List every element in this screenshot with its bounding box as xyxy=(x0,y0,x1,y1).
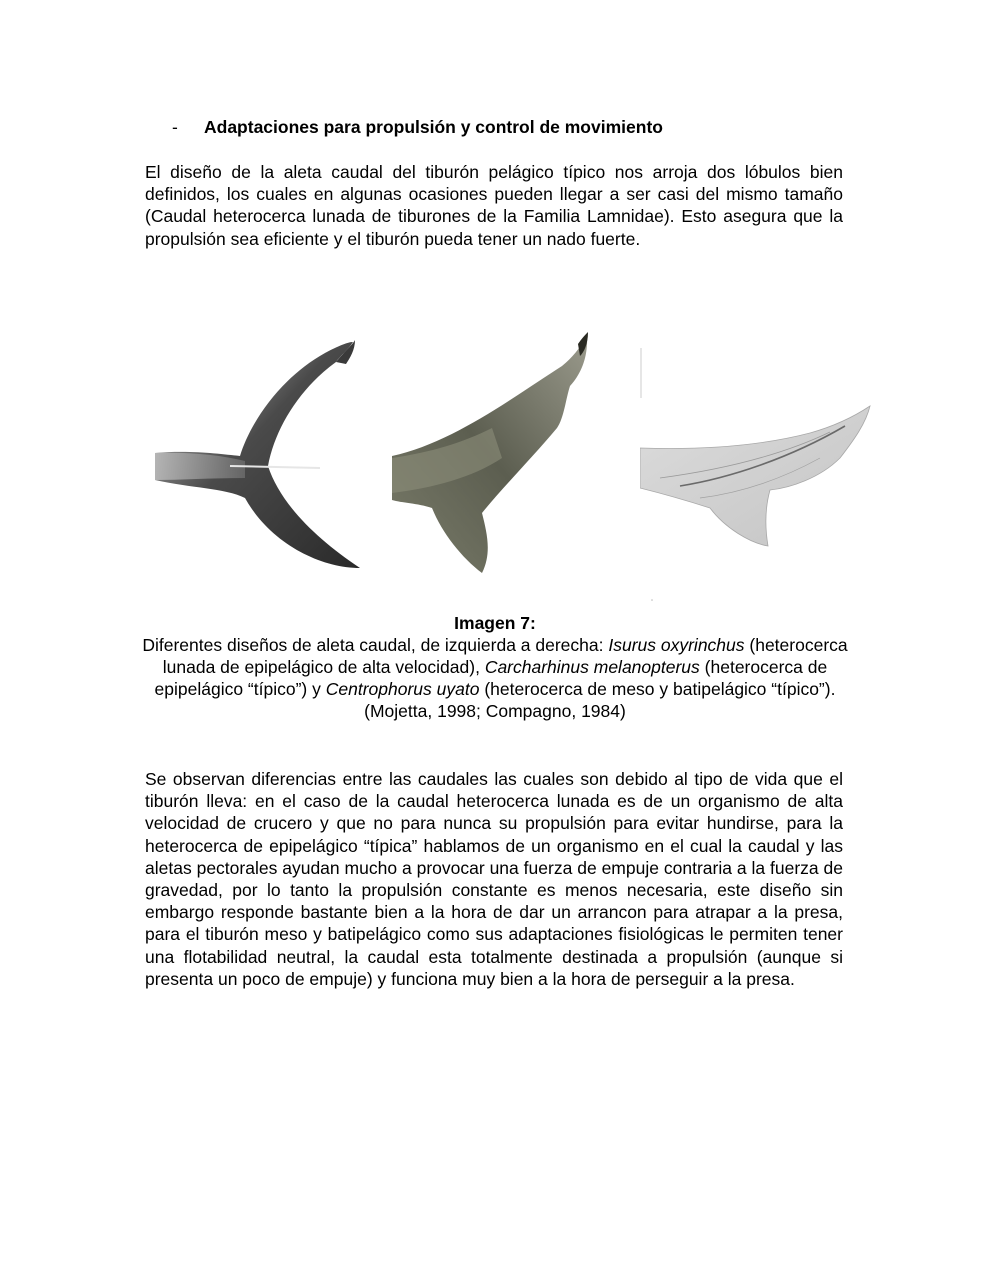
caption-title: Imagen 7: xyxy=(454,613,536,633)
heading-text: Adaptaciones para propulsión y control de movimiento xyxy=(204,117,663,137)
heterocercal-caudal-fin-photo xyxy=(392,328,632,578)
caption-text: (heterocerca lunada de epipelágico de alta velocidad), xyxy=(162,635,848,677)
species-name: Isurus oxyrinchus xyxy=(608,635,745,655)
species-name: Centrophorus uyato xyxy=(325,679,480,699)
caption-text: Diferentes diseños de aleta caudal, de izquierda a derecha: xyxy=(142,635,609,655)
intro-paragraph: El diseño de la aleta caudal del tiburón pelágico típico nos arroja dos lóbulos bien definidos, los cuales en algunas ocasiones pueden llegar a ser casi del mismo tamaño (Caudal heterocerca lunada de tiburones de la Familia Lamnidae). Esto asegura que la propulsión sea eficiente y el tiburón pueda tener un nado fuerte. xyxy=(145,162,843,249)
lunate-caudal-fin-photo xyxy=(150,328,365,573)
bullet-dash: - xyxy=(172,117,178,137)
figure-caption xyxy=(120,612,870,722)
species-name: Carcharhinus melanopterus xyxy=(484,657,700,677)
discussion-paragraph: Se observan diferencias entre las caudales las cuales son debido al tipo de vida que el tiburón lleva: en el caso de la caudal heterocerca lunada es de un organismo de alta velocidad de crucero y que no para nunca su propulsión para evitar hundirse, para la heterocerca de epipelágico “típica” hablamos de un organismo en el cual la caudal y las aletas pectorales ayudan mucho a provocar una fuerza de empuje contraria a la fuerza de gravedad, por lo tanto la propulsión constante es menos necesaria, este diseño sin embargo responde bastante bien a la hora de dar un arrancon para atrapar a la presa, para el tiburón meso y batipelágico como sus adaptaciones fisiológicas le permiten tener una flotabilidad neutral, la caudal esta totalmente destinada a propulsión (aunque si presenta un poco de empuje) y funciona muy bien a la hora de perseguir a la presa. xyxy=(145,769,843,989)
figure-images xyxy=(150,328,880,603)
caption-text: (heterocerca de epipelágico “típico”) y xyxy=(154,657,828,699)
caption-text: (heterocerca de meso y batipelágico “típico”). (Mojetta, 1998; Compagno, 1984) xyxy=(364,679,836,721)
deep-sea-caudal-fin-drawing xyxy=(640,328,880,603)
section-heading xyxy=(172,116,663,138)
